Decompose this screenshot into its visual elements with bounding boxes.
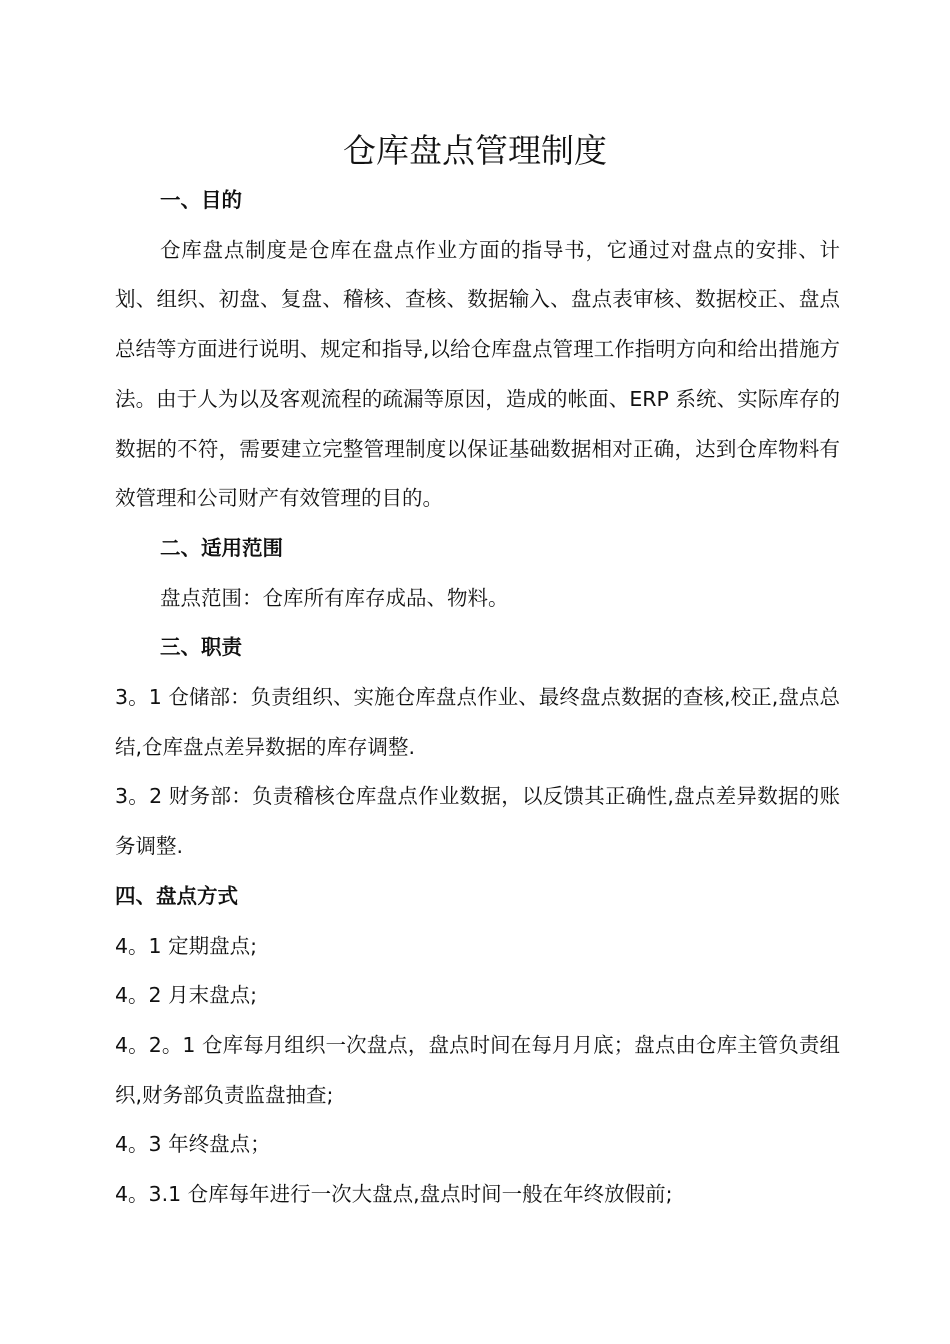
section-heading-scope: 二、适用范围 (160, 535, 283, 560)
method-item: 4。1 定期盘点; (115, 933, 258, 958)
section-heading-purpose: 一、目的 (160, 188, 242, 212)
purpose-paragraph: 仓库盘点制度是仓库在盘点作业方面的指导书，它通过对盘点的安排、计划、组织、初盘、复盘、稽核、查核、数据输入、盘点表审核、数据校正、盘点总结等方面进行说明、规定和指导,以给仓库盘点管理工作指明方向和给出措施方法。由于人为以及客观流程的疏漏等原因，造成的帐面、ERP 系统、实际库存的数据的不符，需要建立完整管理制度以保证基础数据相对正确，达到仓库物料有效管理和公司财产有效管理的目的。 (115, 237, 840, 511)
method-item: 4。2。1 仓库每月组织一次盘点，盘点时间在每月月底；盘点由仓库主管负责组织,财务部负责监盘抽查; (115, 1032, 840, 1107)
method-item: 4。3.1 仓库每年进行一次大盘点,盘点时间一般在年终放假前; (115, 1182, 673, 1207)
document-title: 仓库盘点管理制度 (343, 131, 607, 170)
method-item: 4。2 月末盘点; (115, 983, 258, 1008)
method-item: 4。3 年终盘点； (115, 1132, 271, 1157)
document-body (115, 176, 840, 1220)
section-heading-methods: 四、盘点方式 (115, 883, 238, 908)
duty-item-finance: 3。2 财务部：负责稽核仓库盘点作业数据，以反馈其正确性,盘点差异数据的账务调整. (115, 784, 840, 859)
section-heading-duties: 三、职责 (160, 635, 242, 660)
duty-item-warehouse: 3。1 仓储部：负责组织、实施仓库盘点作业、最终盘点数据的查核,校正,盘点总结,仓库盘点差异数据的库存调整. (115, 685, 840, 759)
scope-paragraph: 盘点范围：仓库所有库存成品、物料。 (160, 585, 509, 610)
